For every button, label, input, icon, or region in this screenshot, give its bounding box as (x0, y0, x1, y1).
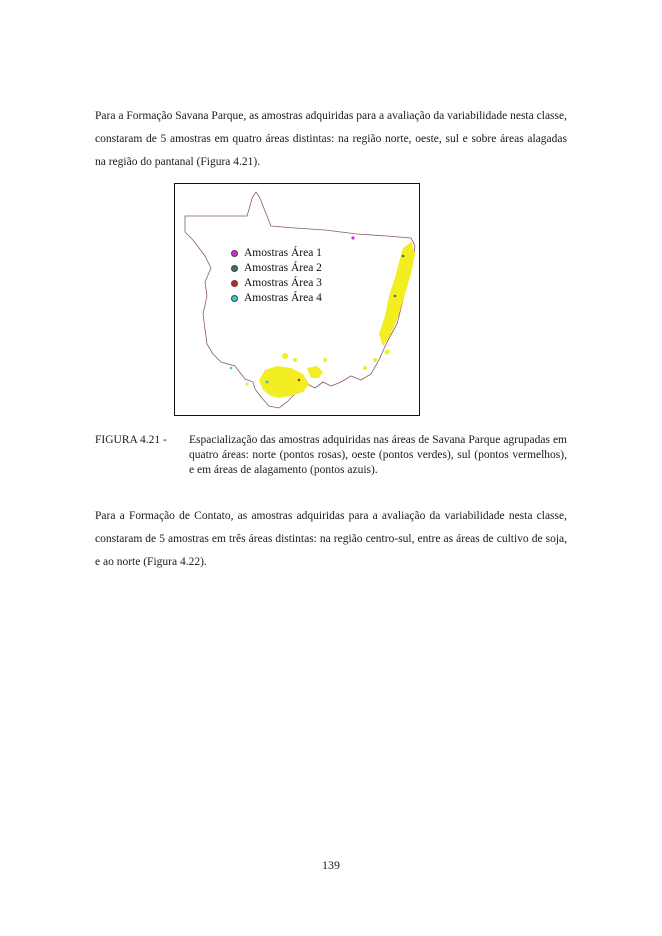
sample-point-area2 (402, 255, 405, 258)
paragraph-formacao-contato: Para a Formação de Contato, as amostras adquiridas para a avaliação da variabilidade nesta classe, constaram de 5 amostras em três áreas distintas: na região centro-sul, entre as áreas de cultivo de soja, e ao norte (Figura 4.22). (95, 510, 567, 568)
caption-label: FIGURA 4.21 - (95, 434, 167, 446)
savana-east-band (379, 242, 415, 346)
legend-label-area-1: Amostras Área 1 (244, 247, 322, 259)
map-legend (231, 246, 322, 306)
legend-dot-area-4 (231, 295, 238, 302)
savana-speckle (293, 358, 297, 362)
savana-speckle (385, 350, 390, 355)
sample-point-area4 (230, 367, 233, 370)
legend-item-area-4 (231, 291, 322, 306)
figure-4-21-map (174, 183, 420, 416)
sample-point-area4 (266, 381, 269, 384)
savana-south-small (307, 366, 323, 378)
legend-dot-area-1 (231, 250, 238, 257)
legend-dot-area-3 (231, 280, 238, 287)
savana-speckle (323, 358, 327, 362)
savana-speckle (282, 353, 288, 359)
sample-point-area2 (394, 295, 397, 298)
legend-item-area-2 (231, 261, 322, 276)
paragraph-savana-parque: Para a Formação Savana Parque, as amostras adquiridas para a avaliação da variabilidade nesta classe, constaram de 5 amostras em quatro áreas distintas: na região norte, oeste, sul e sobre áreas alagadas na região do pantanal (Figura 4.21). (95, 110, 567, 168)
savana-speckle (363, 366, 367, 370)
caption-text: Espacialização das amostras adquiridas nas áreas de Savana Parque agrupadas em quatro áreas: norte (pontos rosas), oeste (pontos verdes), sul (pontos vermelhos), e em áreas de alagamento (pontos azuis). (189, 434, 567, 476)
page-number: 139 (322, 858, 340, 872)
legend-label-area-2: Amostras Área 2 (244, 262, 322, 274)
legend-label-area-4: Amostras Área 4 (244, 292, 322, 304)
legend-item-area-1 (231, 246, 322, 261)
sample-point-area3 (298, 379, 301, 382)
sample-point-area1 (351, 236, 354, 239)
legend-label-area-3: Amostras Área 3 (244, 277, 322, 289)
savana-speckle (246, 383, 249, 386)
legend-dot-area-2 (231, 265, 238, 272)
savana-speckle (373, 358, 377, 362)
legend-item-area-3 (231, 276, 322, 291)
